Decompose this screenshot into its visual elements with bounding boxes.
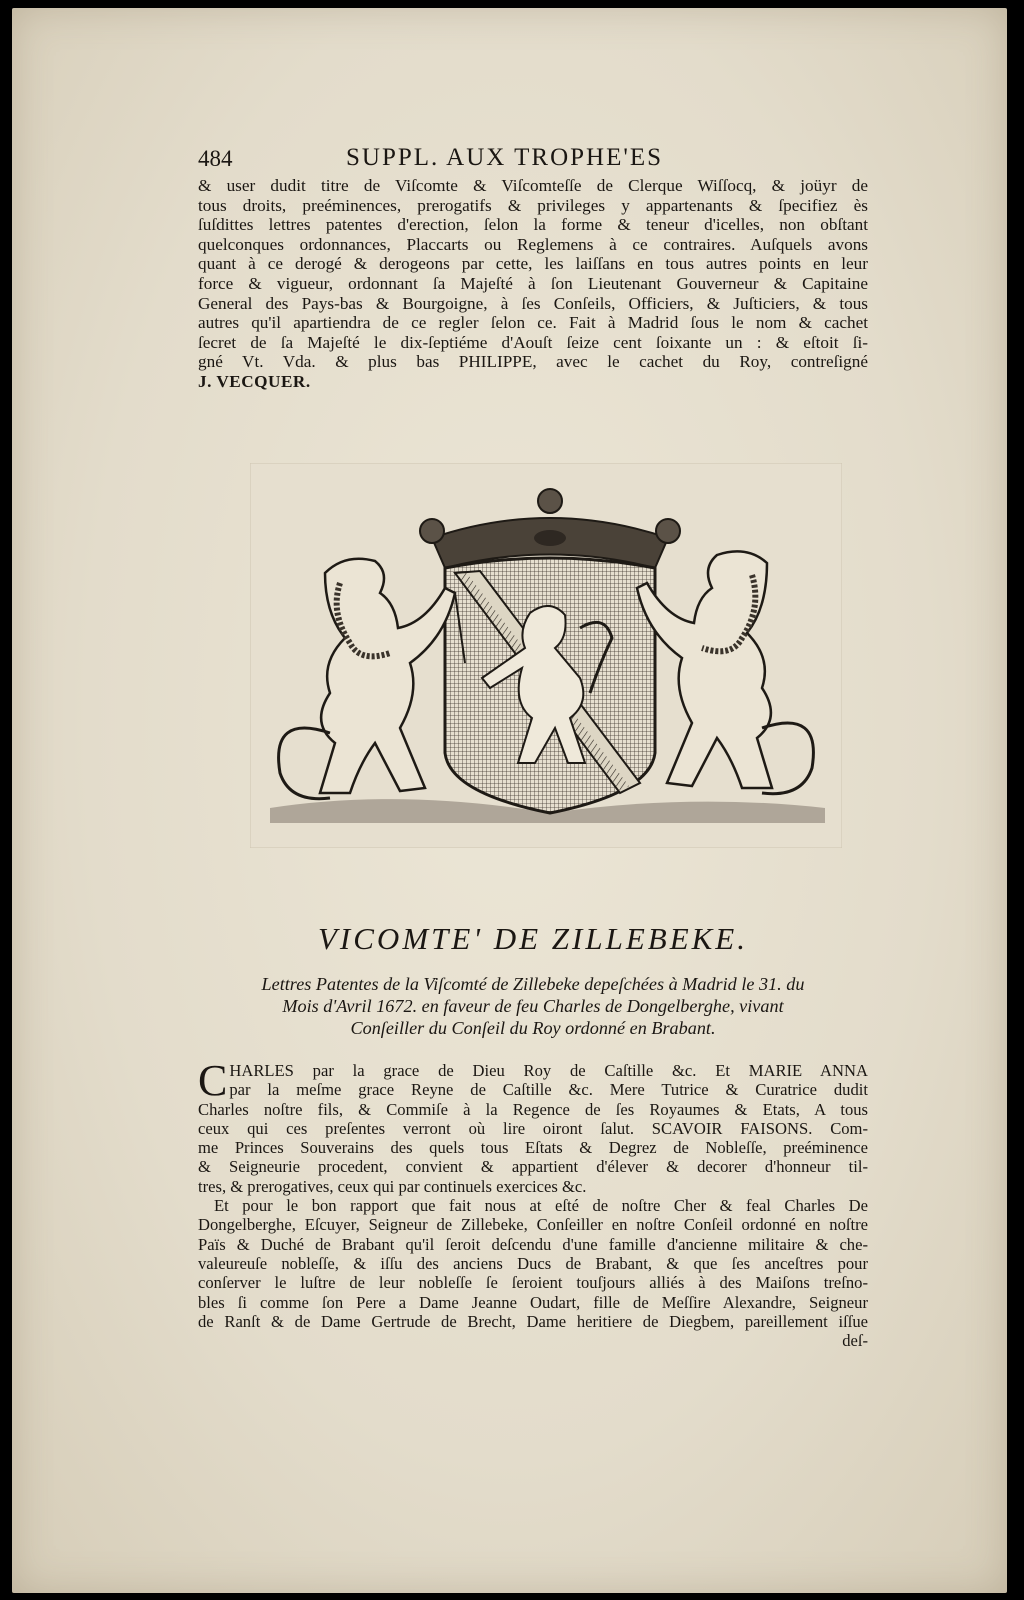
text-line: Et pour le bon rapport que fait nous at eſté de noſtre Cher & feal Charles De [214,1196,868,1216]
body-text [198,176,868,392]
text-line: & Seigneurie procedent, convient & appartient d'élever & decorer d'honneur til- [198,1157,868,1177]
text-line: Païs & Duché de Brabant qu'il ſeroit deſcendu d'une famille d'ancienne militaire & che- [198,1234,868,1254]
text-line: quelconques ordonnances, Placcarts ou Reglemens à ce contraires. Auſquels avons [198,234,868,254]
section-subtitle [198,973,868,1039]
text-line: ſuſdittes lettres patentes d'erection, ſelon la forme & teneur d'icelles, non obſtant [198,215,868,235]
text-line: autres qu'il apartiendra de ce regler ſelon ce. Fait à Madrid ſous le nom & cachet [198,313,868,333]
page-number: 484 [198,146,233,171]
subtitle-line: Lettres Patentes de la Viſcomté de Zillebeke depeſchées à Madrid le 31. du [261,974,805,994]
text-line: ſecret de ſa Majeſté le dix-ſeptiéme d'Aouſt ſeize cent ſoixante un : & eſtoit ſi- [198,332,868,352]
running-head: SUPPL. AUX TROPHE'ES [346,144,664,171]
section-title: VICOMTE' DE ZILLEBEKE. [318,921,748,956]
text-line: Dongelberghe, Eſcuyer, Seigneur de Zillebeke, Conſeiller en noſtre Conſeil ordonné en noſtre [198,1215,868,1235]
coat-of-arms-engraving [250,463,842,848]
text-line: force & vigueur, ordonnant ſa Majeſté à ſon Lieutenant Gouverneur & Capitaine [198,273,868,293]
subtitle-line: Mois d'Avril 1672. en faveur de feu Charles de Dongelberghe, vivant [282,996,784,1016]
text-line: Charles noſtre fils, & Commiſe à la Regence de ſes Royaumes & Etats, A tous [198,1099,868,1119]
text-line: General des Pays-bas & Bourgoigne, à ſes Conſeils, Officiers, & Juſticiers, & tous [198,293,868,313]
text-line: quant à ce derogé & derogeons par cette, les laiſſans en tous autres points en leur [198,254,868,274]
text-line: me Princes Souverains des quels tous Eſtats & Degrez de Nobleſſe, preéminence [198,1138,868,1158]
book-page [12,8,1007,1593]
text-line: conſerver le luſtre de leur nobleſſe ſe ſeroient touſjours alliés à des Maiſons treſno- [198,1273,868,1293]
text-line: par la meſme grace Reyne de Caſtille &c. Mere Tutrice & Curatrice dudit [229,1080,868,1100]
text-line: & user dudit titre de Viſcomte & Viſcomteſſe de Clerque Wiſſocq, & joüyr de [198,176,868,195]
text-line: ceux qui ces preſentes verront où lire oiront ſalut. SCAVOIR FAISONS. Com- [198,1118,868,1138]
text-line: valeureuſe nobleſſe, & iſſu des anciens Ducs de Brabant, & que ſes anceſtres pour [198,1253,868,1273]
text-line: HARLES par la grace de Dieu Roy de Caſtille &c. Et MARIE ANNA [229,1061,868,1080]
text-line: bles ſi comme ſon Pere a Dame Jeanne Oudart, fille de Meſſire Alexandre, Seigneur [198,1292,868,1312]
text-line: gné Vt. Vda. & plus bas PHILIPPE, avec le cachet du Roy, contreſigné [198,352,868,372]
letters-patent-text [198,1056,868,1351]
text-line: de Ranſt & de Dame Gertrude de Brecht, Dame heritiere de Diegbem, pareillement iſſue [198,1311,868,1331]
subtitle-line: Conſeiller du Conſeil du Roy ordonné en Brabant. [350,1018,716,1038]
shield-icon [445,558,655,813]
text-line: tous droits, preéminences, prerogatifs & privileges y appartenants & ſpecifiez ès [198,195,868,215]
signature: J. VECQUER. [198,371,311,391]
catchword: deſ- [842,1331,868,1351]
text-line: tres, & prerogatives, ceux qui par continuels exercices &c. [198,1176,587,1196]
drop-cap: C [198,1056,228,1105]
